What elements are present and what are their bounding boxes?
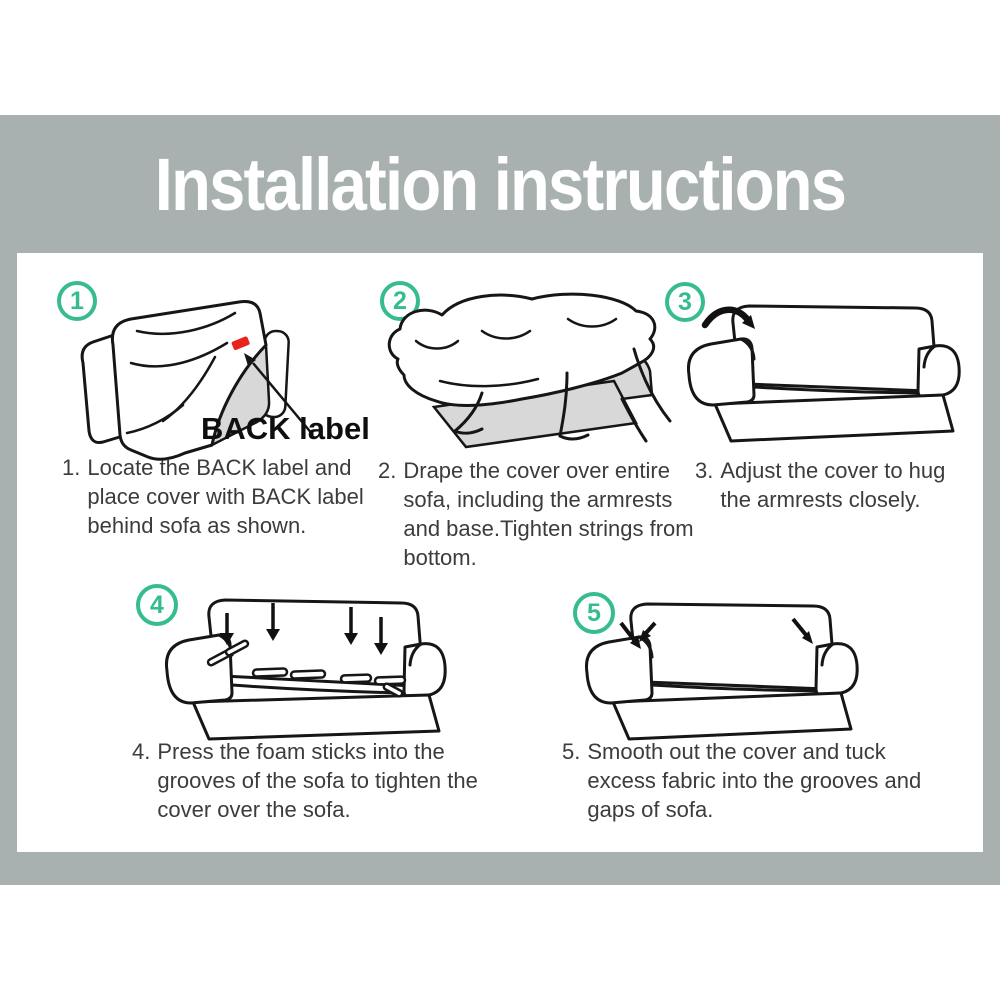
step-5-illustration-tuck-fabric: [575, 589, 875, 749]
step-number: 2: [393, 286, 407, 315]
step-4-caption-text: Press the foam sticks into the grooves of the sofa to tighten the cover over the sofa.: [157, 739, 478, 822]
step-5-caption-text: Smooth out the cover and tuck excess fabric into the grooves and gaps of sofa.: [587, 739, 922, 822]
sofa-right-arm: [816, 644, 857, 695]
step-number: 4: [150, 590, 164, 619]
step-4-caption: [132, 737, 492, 824]
step-4-illustration-foam-sticks: [155, 587, 465, 755]
instructions-panel: [0, 115, 1000, 885]
step-2-caption: [378, 456, 713, 572]
step-3-caption: [695, 456, 975, 514]
seat-line: [232, 685, 404, 693]
step-3-caption-number: 3.: [695, 458, 714, 483]
step-2-illustration-draped-cover: [382, 286, 692, 459]
fitted-sofa-drawing: [688, 306, 959, 441]
sofa-backrest: [631, 604, 835, 689]
step-3-caption-text: Adjust the cover to hug the armrests closely.: [720, 458, 946, 512]
step-4-caption-number: 4.: [132, 739, 151, 764]
draped-sofa-drawing: [389, 294, 670, 447]
step-1-caption-number: 1.: [62, 455, 81, 480]
step-5-caption: [562, 737, 922, 824]
sofa-with-foam-sticks-drawing: [166, 600, 445, 739]
sofa-left-arm: [586, 637, 652, 703]
back-label-annotation: BACK label: [201, 411, 370, 446]
step-number: 1: [70, 286, 84, 315]
step-2-caption-text: Drape the cover over entire sofa, including the armrests and base.Tighten strings from bottom.: [403, 458, 694, 570]
sofa-right-arm: [404, 644, 445, 697]
sofa-right-arm: [918, 346, 959, 397]
sofa-left-arm: [688, 339, 754, 405]
sofa-tuck-drawing: [586, 604, 857, 739]
sofa-backrest: [733, 306, 937, 391]
step-2-caption-number: 2.: [378, 458, 397, 483]
step-number: 3: [678, 287, 692, 316]
step-1-caption: [62, 453, 387, 540]
steps-area: [17, 253, 983, 852]
step-number: 5: [587, 598, 601, 627]
sofa-base-skirt: [193, 695, 439, 739]
sofa-left-arm: [166, 635, 232, 703]
step-3-illustration-fitted-cover: [677, 291, 977, 451]
page-title: Installation instructions: [154, 142, 846, 226]
step-5-caption-number: 5.: [562, 739, 581, 764]
step-1-caption-text: Locate the BACK label and place cover with BACK label behind sofa as shown.: [87, 455, 364, 538]
